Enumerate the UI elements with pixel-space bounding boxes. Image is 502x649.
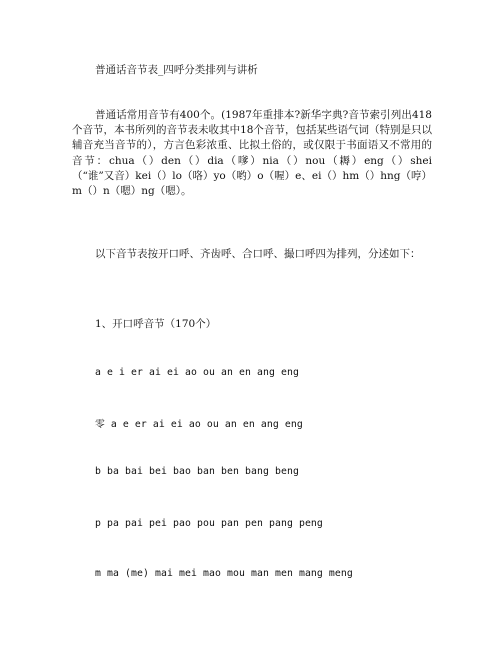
syllable-row: a e i er ai ei ao ou an en ang eng [95, 367, 299, 378]
syllable-row: b ba bai bei bao ban ben bang beng [95, 466, 299, 477]
intro-paragraph: 普通话常用音节有400个。(1987年重排本?新华字典?音节索引列出418个音节，本书所列的音节表未收其中18个音节，包括某些语气词（特别是只以辅音充当音节的），方言色彩浓重、比拟土俗的，或仅限于书面语又不常用的音节：chua（）den（）dia（嗲）nia（）nou（耨）eng（）shei（“谁”又音）kei（）lo（咯）yo（哟）o（喔）e、ei（）hm（）hng（哼）m（）n（嗯）ng（嗯）。 [72, 109, 432, 198]
order-note-paragraph: 以下音节表按开口呼、齐齿呼、合口呼、撮口呼四为排列，分述如下： [95, 248, 421, 260]
syllable-row: m ma (me) mai mei mao mou man men mang meng [95, 568, 353, 579]
syllable-row: 零 a e er ai ei ao ou an en ang eng [95, 419, 303, 430]
syllable-row: p pa pai pei pao pou pan pen pang peng [95, 518, 323, 529]
section-heading-open-mouth: 1、开口呼音节（170个） [95, 318, 217, 330]
document-title: 普通话音节表_四呼分类排列与讲析 [95, 64, 258, 76]
